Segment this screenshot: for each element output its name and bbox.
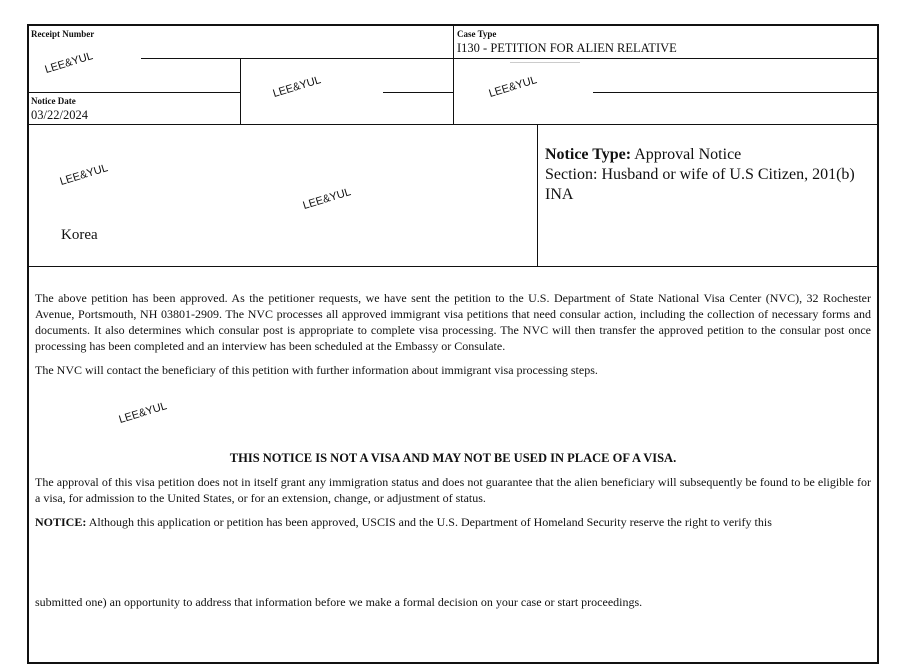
case-type-divider bbox=[453, 24, 454, 124]
nvc-contact-paragraph: The NVC will contact the beneficiary of this petition with further information about immigrant visa processing steps. bbox=[35, 363, 598, 377]
notice-type-divider bbox=[537, 124, 538, 266]
approval-disclaimer-paragraph: The approval of this visa petition does not in itself grant any immigration status and does not guarantee that the alien beneficiary will subsequently be found to be eligible for a visa, for admission to the United States, or for an extension, change, or adjustment of status. bbox=[35, 475, 871, 505]
notice-date-divider bbox=[240, 58, 241, 124]
proceedings-paragraph: submitted one) an opportunity to address that information before we make a formal decision on your case or start proceedings. bbox=[35, 595, 643, 609]
beneficiary-country: Korea bbox=[61, 227, 98, 243]
not-a-visa-heading: THIS NOTICE IS NOT A VISA AND MAY NOT BE USED IN PLACE OF A VISA. bbox=[229, 451, 677, 465]
notice-type-value: Approval Notice bbox=[634, 146, 742, 163]
notice-date-value: 03/22/2024 bbox=[31, 108, 88, 122]
notice-type-block bbox=[545, 145, 875, 205]
receipt-number-label: Receipt Number bbox=[31, 29, 95, 39]
watermark-stamp: LEE&YUL bbox=[487, 74, 539, 100]
case-type-label: Case Type bbox=[457, 29, 497, 39]
notice-paragraph bbox=[35, 514, 871, 530]
watermark-stamp: LEE&YUL bbox=[58, 162, 110, 188]
watermark-stamp: LEE&YUL bbox=[301, 186, 353, 212]
notice-label: NOTICE: bbox=[35, 515, 87, 529]
notice-date-label: Notice Date bbox=[31, 96, 76, 106]
notice-type-label: Notice Type: bbox=[545, 146, 632, 163]
case-type-value: I130 - PETITION FOR ALIEN RELATIVE bbox=[457, 41, 677, 55]
watermark-stamp: LEE&YUL bbox=[43, 50, 95, 76]
receipt-bottom-line bbox=[27, 92, 240, 93]
right-line bbox=[593, 92, 879, 93]
watermark-stamp: LEE&YUL bbox=[117, 400, 169, 426]
notice-section: Section: Husband or wife of U.S Citizen, 201(b) INA bbox=[545, 166, 855, 203]
case-underline bbox=[453, 58, 879, 59]
mid-line bbox=[383, 92, 453, 93]
watermark-stamp: LEE&YUL bbox=[271, 74, 323, 100]
header-divider bbox=[27, 124, 879, 125]
body-divider bbox=[27, 266, 879, 267]
receipt-underline bbox=[141, 58, 453, 59]
notice-text: Although this application or petition has been approved, USCIS and the U.S. Department of Homeland Security reserve the right to verify this bbox=[88, 515, 772, 529]
faint-mark bbox=[510, 62, 580, 63]
approval-paragraph: The above petition has been approved. As the petitioner requests, we have sent the petition to the U.S. Department of State National Visa Center (NVC), 32 Rochester Avenue, Portsmouth, NH 03801-2909. The NVC processes all approved immigrant visa petitions that need consular action, including the collection of necessary forms and documents. It also determines which consular post is appropriate to complete visa processing. The NVC will then transfer the approved petition to the consular post once processing has been completed and an interview has been scheduled at the Embassy or Consulate. bbox=[35, 291, 871, 353]
